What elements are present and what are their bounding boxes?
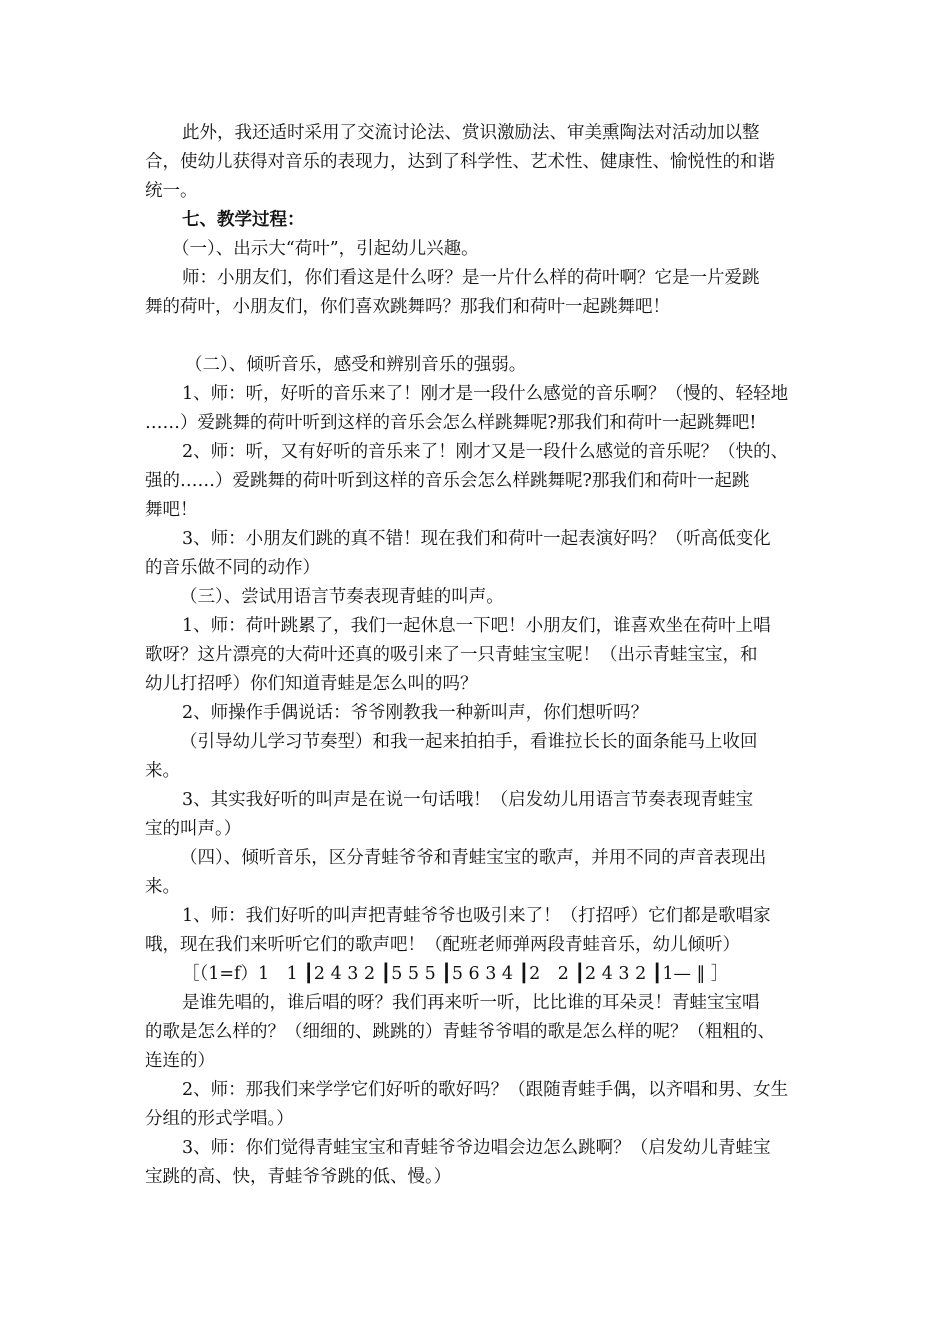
paragraph-line: 统一。	[145, 181, 198, 201]
paragraph-line: 3、师：小朋友们跳的真不错！现在我们和荷叶一起表演好吗？（听高低变化	[182, 529, 771, 549]
paragraph-line: 的歌是怎么样的？（细细的、跳跳的）青蛙爷爷唱的歌是怎么样的呢？（粗粗的、	[145, 1022, 775, 1042]
paragraph-line: 幼儿打招呼）你们知道青蛙是怎么叫的吗？	[145, 674, 478, 694]
paragraph-line: 来。	[145, 761, 180, 781]
paragraph-line: 连连的）	[145, 1051, 215, 1071]
paragraph-line: 舞的荷叶，小朋友们，你们喜欢跳舞吗？那我们和荷叶一起跳舞吧！	[145, 297, 670, 317]
paragraph-line: 宝的叫声。）	[145, 819, 242, 839]
paragraph-line: （引导幼儿学习节奏型）和我一起来拍拍手，看谁拉长长的面条能马上收回	[180, 732, 758, 752]
music-notation-line: ［（1=f）1 1 ┃2 4 3 2 ┃5 5 5 ┃5 6 3 4 ┃2 2 ┃2 4 3 2 ┃1— ‖ ］	[182, 964, 729, 984]
paragraph-line: 1、师：荷叶跳累了，我们一起休息一下吧！小朋友们，谁喜欢坐在荷叶上唱	[182, 616, 771, 636]
paragraph-line: 1、师：听，好听的音乐来了！刚才是一段什么感觉的音乐啊？（慢的、轻轻地	[182, 384, 789, 404]
paragraph-line: 的音乐做不同的动作）	[145, 558, 320, 578]
paragraph-line: 来。	[145, 877, 180, 897]
subsection-heading: （三）、尝试用语言节奏表现青蛙的叫声。	[180, 587, 504, 607]
section-heading: 七、教学过程：	[182, 210, 305, 230]
paragraph-line: 2、师操作手偶说话：爷爷刚教我一种新叫声，你们想听吗？	[182, 703, 649, 723]
paragraph-line: 此外，我还适时采用了交流讨论法、赏识激励法、审美熏陶法对活动加以整	[182, 123, 760, 143]
subsection-heading: （四）、倾听音乐，区分青蛙爷爷和青蛙宝宝的歌声，并用不同的声音表现出	[180, 848, 767, 868]
paragraph-line: 强的……）爱跳舞的荷叶听到这样的音乐会怎么样跳舞呢?那我们和荷叶一起跳	[145, 471, 750, 491]
subsection-heading: （二）、倾听音乐，感受和辨别音乐的强弱。	[185, 355, 527, 375]
paragraph-line: 2、师：那我们来学学它们好听的歌好吗？（跟随青蛙手偶，以齐唱和男、女生	[182, 1080, 789, 1100]
paragraph-line: 宝跳的高、快，青蛙爷爷跳的低、慢。）	[145, 1167, 452, 1187]
paragraph-line: 3、师：你们觉得青蛙宝宝和青蛙爷爷边唱会边怎么跳啊？（启发幼儿青蛙宝	[182, 1138, 771, 1158]
subsection-heading: （一）、出示大“荷叶”，引起幼儿兴趣。	[172, 239, 479, 259]
paragraph-line: 师：小朋友们，你们看这是什么呀？是一片什么样的荷叶啊？它是一片爱跳	[182, 268, 760, 288]
paragraph-line: 歌呀？这片漂亮的大荷叶还真的吸引来了一只青蛙宝宝呢！（出示青蛙宝宝，和	[145, 645, 758, 665]
paragraph-line: 分组的形式学唱。）	[145, 1109, 294, 1129]
paragraph-line: 3、其实我好听的叫声是在说一句话哦！（启发幼儿用语言节奏表现青蛙宝	[182, 790, 754, 810]
paragraph-line: 合，使幼儿获得对音乐的表现力，达到了科学性、艺术性、健康性、愉悦性的和谐	[145, 152, 775, 172]
paragraph-line: ……）爱跳舞的荷叶听到这样的音乐会怎么样跳舞呢?那我们和荷叶一起跳舞吧!	[145, 413, 757, 433]
paragraph-line: 是谁先唱的，谁后唱的呀？我们再来听一听，比比谁的耳朵灵！青蛙宝宝唱	[182, 993, 760, 1013]
paragraph-line: 2、师：听，又有好听的音乐来了！刚才又是一段什么感觉的音乐呢？（快的、	[182, 442, 789, 462]
paragraph-line: 1、师：我们好听的叫声把青蛙爷爷也吸引来了！（打招呼）它们都是歌唱家	[182, 906, 771, 926]
paragraph-line: 哦，现在我们来听听它们的歌声吧！（配班老师弹两段青蛙音乐，幼儿倾听）	[145, 935, 740, 955]
paragraph-line: 舞吧！	[145, 500, 198, 520]
